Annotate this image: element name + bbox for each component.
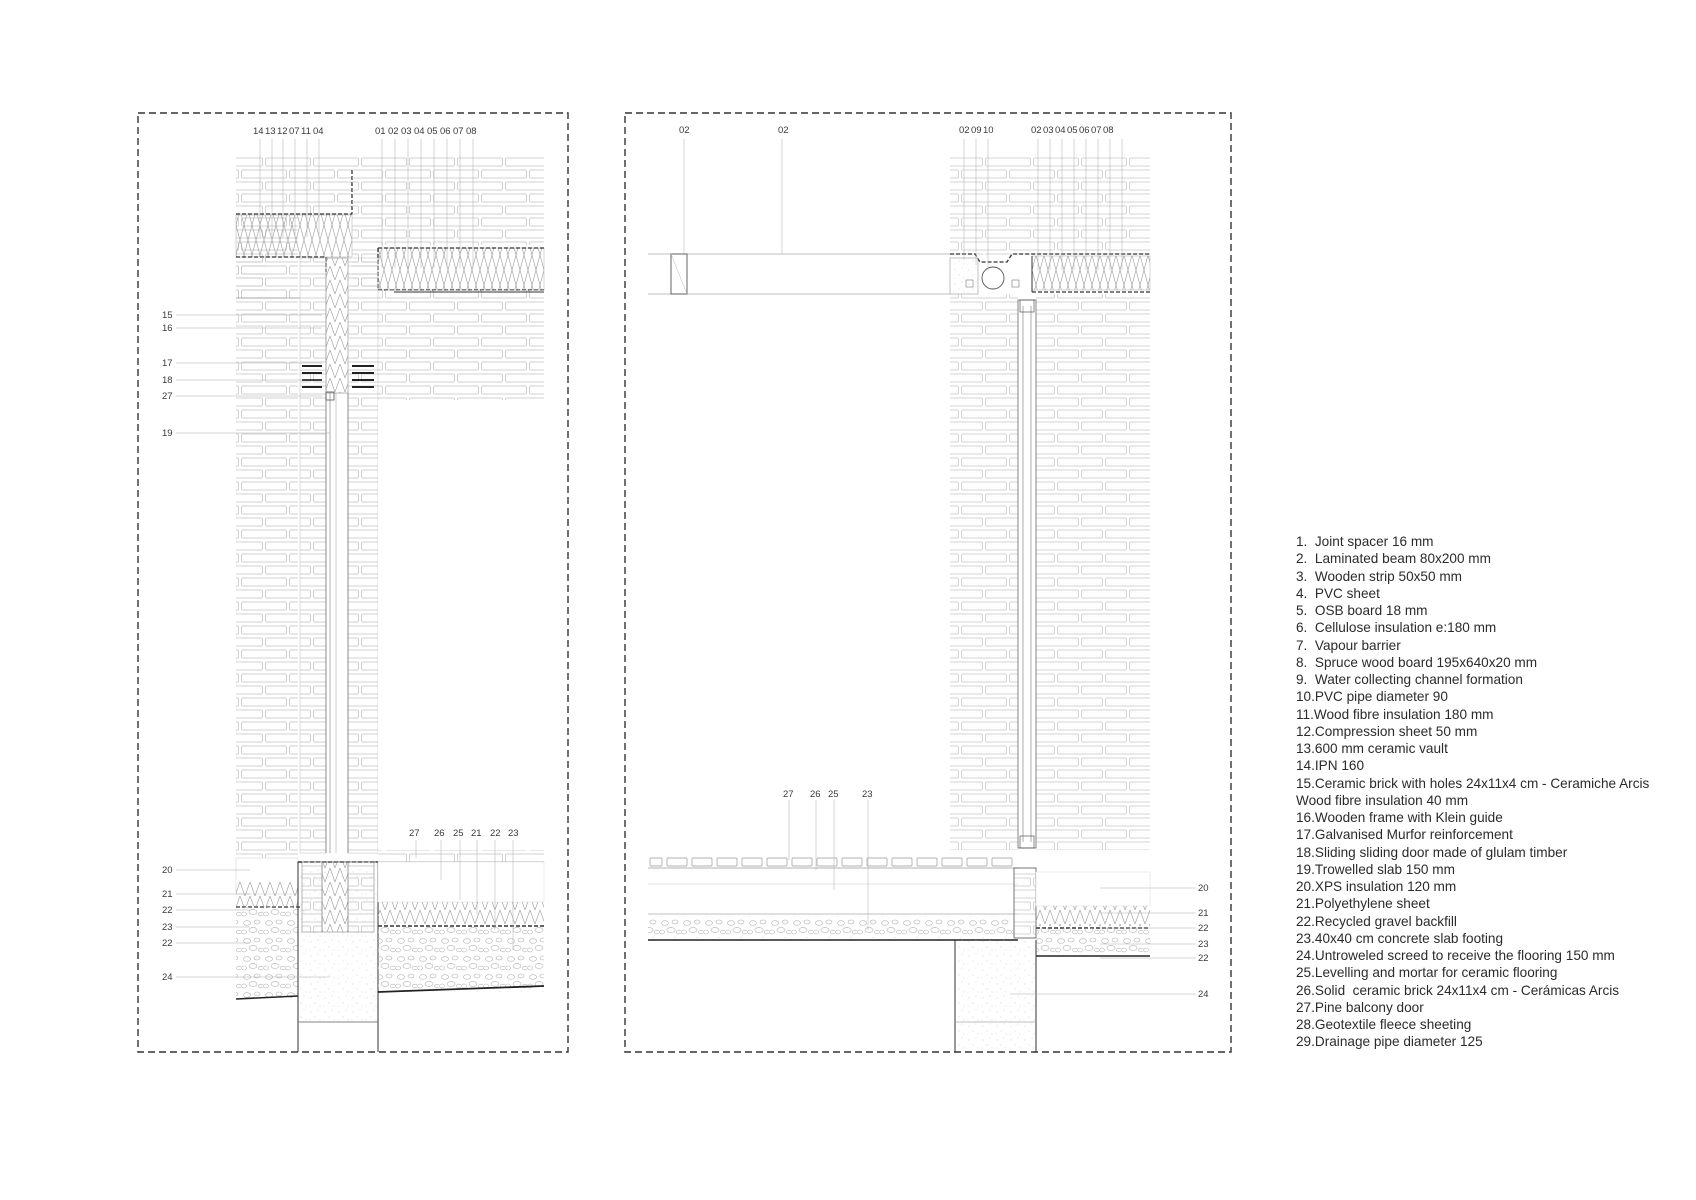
callout: 02: [959, 125, 970, 136]
callout: 26: [434, 828, 445, 839]
callout: 05: [1067, 125, 1078, 136]
legend-item: 22.Recycled gravel backfill: [1296, 913, 1457, 929]
legend-item: 11.Wood fibre insulation 180 mm: [1296, 706, 1494, 722]
callout: 20: [1198, 883, 1209, 894]
legend-item: 17.Galvanised Murfor reinforcement: [1296, 827, 1513, 843]
callout: 03: [1043, 125, 1054, 136]
legend-item: 19.Trowelled slab 150 mm: [1296, 861, 1455, 877]
callout: 12: [277, 126, 288, 137]
callout: 26: [810, 789, 821, 800]
callout: 04: [414, 126, 425, 137]
callout: 03: [401, 126, 412, 137]
callout: 01: [375, 126, 386, 137]
callout: 20: [162, 865, 173, 876]
legend-item: 24.Untroweled screed to receive the flooring 150 mm: [1296, 948, 1615, 963]
callout: 18: [162, 375, 173, 386]
legend-item: 9. Water collecting channel formation: [1296, 672, 1523, 687]
callout: 24: [1198, 989, 1209, 1000]
legend-item: 3. Wooden strip 50x50 mm: [1296, 568, 1462, 584]
legend-item: 5. OSB board 18 mm: [1296, 603, 1428, 618]
callout: 02: [388, 126, 399, 137]
callout: 22: [162, 938, 173, 949]
legend-item: 1. Joint spacer 16 mm: [1296, 534, 1434, 549]
legend-item: 6. Cellulose insulation e:180 mm: [1296, 620, 1497, 636]
callout: 07: [453, 126, 464, 137]
legend-item: 28.Geotextile fleece sheeting: [1296, 1017, 1472, 1032]
callout: 06: [1079, 125, 1090, 136]
legend-item: 10.PVC pipe diameter 90: [1296, 689, 1448, 705]
callout: 16: [162, 323, 173, 334]
legend-item: 21.Polyethylene sheet: [1296, 896, 1430, 912]
callout: 21: [162, 889, 173, 900]
legend-item: 15.Ceramic brick with holes 24x11x4 cm - Ceramiche Arcis Wood fibre insulation 40 mm: [1296, 775, 1654, 808]
callout: 23: [162, 922, 173, 933]
callout: 04: [313, 126, 324, 137]
callout: 02: [1031, 125, 1042, 136]
legend-item: 27.Pine balcony door: [1296, 999, 1424, 1015]
callout: 09: [971, 125, 982, 136]
left-section-drawing: [236, 155, 544, 1052]
callout: 05: [427, 126, 438, 137]
callout: 07: [289, 126, 300, 137]
legend-item: 8. Spruce wood board 195x640x20 mm: [1296, 654, 1538, 670]
legend-item: 7. Vapour barrier: [1296, 637, 1401, 653]
legend-item: 16.Wooden frame with Klein guide: [1296, 810, 1503, 825]
callout: 22: [1198, 953, 1209, 964]
callout: 25: [453, 828, 464, 839]
legend-item: 2. Laminated beam 80x200 mm: [1296, 551, 1491, 567]
callout: 11: [301, 126, 311, 137]
legend-item: 26.Solid ceramic brick 24x11x4 cm - Cerámicas Arcis: [1296, 982, 1620, 998]
callout: 02: [679, 125, 690, 136]
callout: 27: [162, 391, 173, 402]
callout: 07: [1091, 125, 1102, 136]
callout: 06: [440, 126, 451, 137]
right-section-drawing: [648, 155, 1150, 1052]
callout: 21: [1198, 908, 1209, 919]
callout: 15: [162, 310, 173, 321]
callout: 04: [1055, 125, 1066, 136]
legend-item: 14.IPN 160: [1296, 758, 1365, 774]
callout: 02: [778, 125, 789, 136]
callout: 25: [828, 789, 839, 800]
callout: 24: [162, 972, 173, 983]
callout: 19: [162, 428, 173, 439]
legend-item: 4. PVC sheet: [1296, 585, 1380, 601]
callout: 22: [490, 828, 501, 839]
legend-item: 13.600 mm ceramic vault: [1296, 741, 1448, 756]
callout: 13: [265, 126, 276, 137]
callout: 23: [508, 828, 519, 839]
callout: 21: [471, 828, 482, 839]
legend-item: 12.Compression sheet 50 mm: [1296, 723, 1478, 739]
legend-item: 29.Drainage pipe diameter 125: [1296, 1034, 1483, 1050]
legend-item: 23.40x40 cm concrete slab footing: [1296, 930, 1504, 946]
callout: 08: [1103, 125, 1114, 136]
legend-item: 20.XPS insulation 120 mm: [1296, 879, 1457, 894]
materials-legend: [1296, 533, 1676, 1051]
callout: 23: [1198, 939, 1209, 950]
callout: 17: [162, 358, 173, 369]
callout: 27: [783, 789, 794, 800]
callout: 10: [983, 125, 994, 136]
callout: 22: [162, 905, 173, 916]
legend-item: 25.Levelling and mortar for ceramic flooring: [1296, 965, 1558, 981]
callout: 14: [253, 126, 264, 137]
callout: 08: [466, 126, 477, 137]
callout: 22: [1198, 923, 1209, 934]
callout: 23: [862, 789, 873, 800]
callout: 27: [409, 828, 420, 839]
legend-item: 18.Sliding sliding door made of glulam timber: [1296, 844, 1568, 860]
